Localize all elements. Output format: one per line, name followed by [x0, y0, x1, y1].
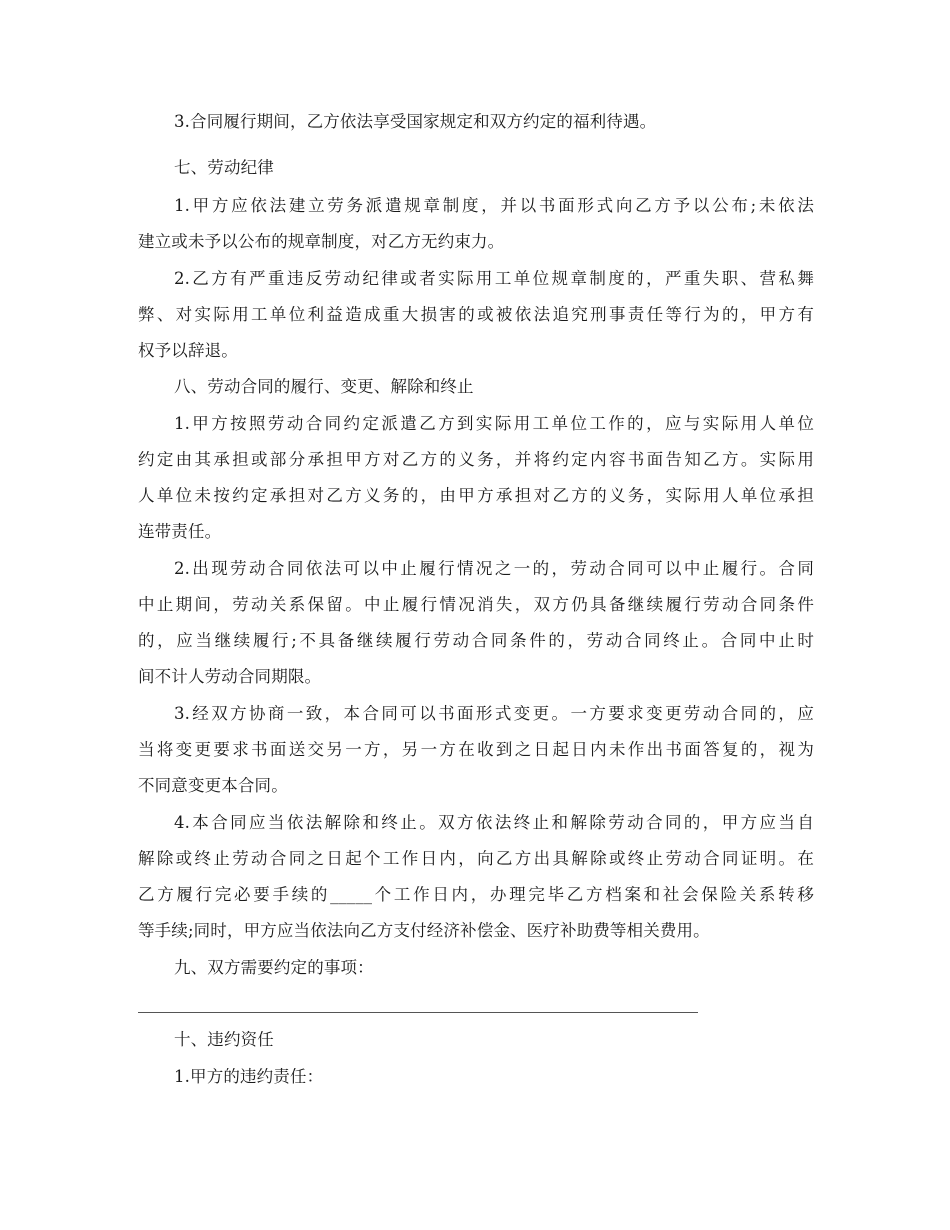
blank-fill-line [138, 1012, 698, 1013]
paragraph-line: 间不计人劳动合同期限。 [138, 667, 322, 686]
section-heading: 八、劳动合同的履行、变更、解除和终止 [174, 377, 474, 396]
paragraph-line: 3.经双方协商一致，本合同可以书面形式变更。一方要求变更劳动合同的，应 [174, 704, 814, 723]
paragraph-line: 不同意变更本合同。 [138, 776, 288, 795]
paragraph-line: 1.甲方的违约责任： [174, 1067, 324, 1086]
paragraph-line: 连带责任。 [138, 522, 222, 541]
section-heading: 十、违约资任 [174, 1030, 274, 1049]
paragraph-line: 建立或未予以公布的规章制度，对乙方无约束力。 [138, 232, 505, 251]
paragraph-line: 弊、对实际用工单位利益造成重大损害的或被依法追究刑事责任等行为的，甲方有 [138, 305, 814, 324]
paragraph-line: 的，应当继续履行;不具备继续履行劳动合同条件的，劳动合同终止。合同中止时 [138, 631, 814, 650]
paragraph-line: 1.甲方按照劳动合同约定派遣乙方到实际用工单位工作的，应与实际用人单位 [174, 414, 814, 433]
paragraph-line: 人单位未按约定承担对乙方义务的，由甲方承担对乙方的义务，实际用人单位承担 [138, 486, 814, 505]
paragraph-line: 2.出现劳动合同依法可以中止履行情况之一的，劳动合同可以中止履行。合同 [174, 559, 814, 578]
section-heading: 七、劳动纪律 [174, 158, 274, 177]
paragraph-line: 约定由其承担或部分承担甲方对乙方的义务，并将约定内容书面告知乙方。实际用 [138, 450, 814, 469]
paragraph-line: 解除或终止劳动合同之日起个工作日内，向乙方出具解除或终止劳动合同证明。在 [138, 849, 814, 868]
paragraph-line: 1.甲方应依法建立劳务派遣规章制度，并以书面形式向乙方予以公布;未依法 [174, 196, 814, 215]
paragraph-line: 等手续;同时，甲方应当依法向乙方支付经济补偿金、医疗补助费等相关费用。 [138, 921, 710, 940]
paragraph-line: 4.本合同应当依法解除和终止。双方依法终止和解除劳动合同的，甲方应当自 [174, 813, 814, 832]
paragraph-line: 3.合同履行期间，乙方依法享受国家规定和双方约定的福利待遇。 [174, 112, 657, 131]
paragraph-line: 权予以辞退。 [138, 341, 238, 360]
paragraph-line: 2.乙方有严重违反劳动纪律或者实际用工单位规章制度的，严重失职、营私舞 [174, 269, 814, 288]
section-heading: 九、双方需要约定的事项： [174, 958, 374, 977]
paragraph-line: 乙方履行完必要手续的_____个工作日内，办理完毕乙方档案和社会保险关系转移 [138, 885, 814, 904]
paragraph-line: 中止期间，劳动关系保留。中止履行情况消失，双方仍具备继续履行劳动合同条件 [138, 595, 814, 614]
paragraph-line: 当将变更要求书面送交另一方，另一方在收到之日起日内未作出书面答复的，视为 [138, 740, 814, 759]
